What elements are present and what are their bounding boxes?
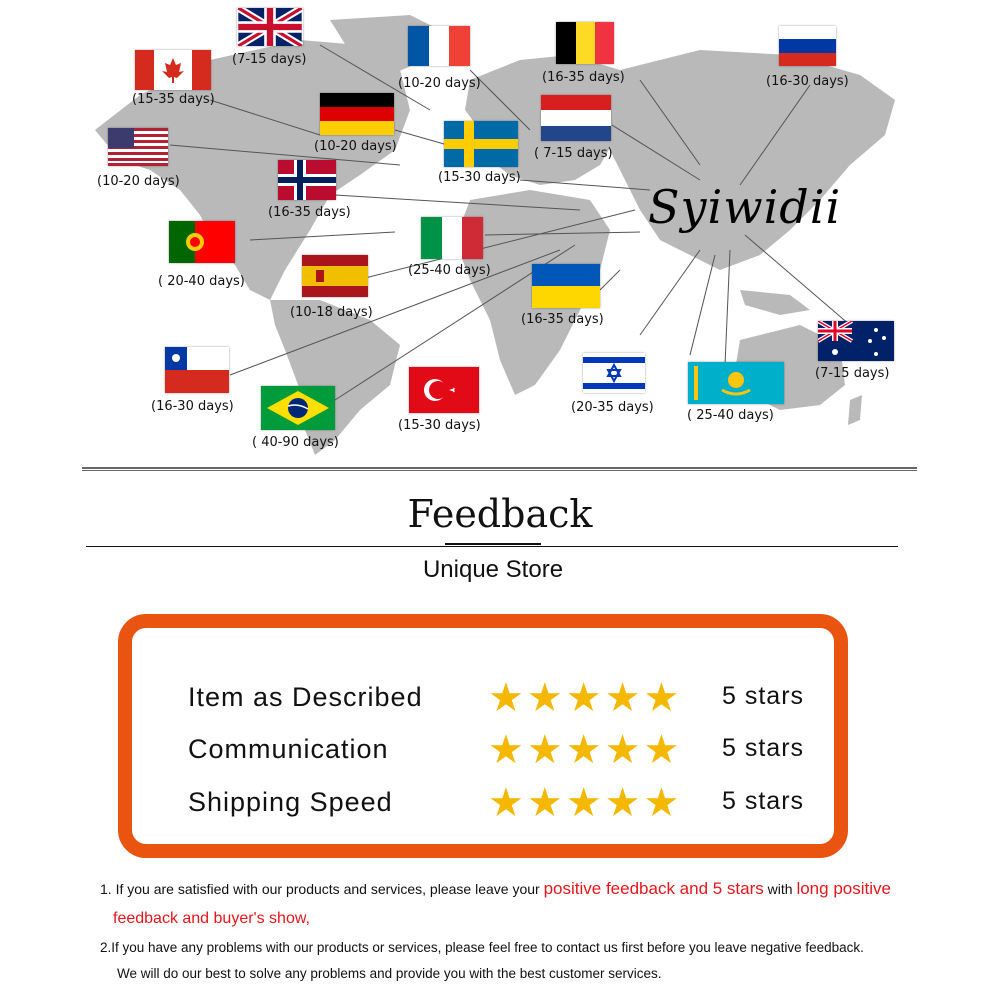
days-label-usa: (10-20 days) [97, 174, 180, 189]
flag-germany [320, 93, 394, 135]
flag-france [408, 26, 470, 66]
brand-name: Syiwidii [648, 180, 842, 234]
flag-sweden [444, 121, 518, 167]
rating-label: Shipping Speed [188, 787, 393, 817]
flag-chile [165, 347, 229, 393]
flag-israel [583, 353, 645, 393]
days-label-germany: (10-20 days) [314, 139, 397, 154]
flag-ukraine [532, 264, 600, 308]
flag-italy [421, 217, 483, 259]
star-rating-icons: ★★★★★ [488, 728, 683, 772]
flag-kazakhstan [688, 362, 784, 404]
days-label-australia: (7-15 days) [815, 366, 890, 381]
days-label-kazakhstan: ( 25-40 days) [687, 408, 774, 423]
shipping-map [0, 0, 1000, 470]
rating-row-item-described [188, 678, 828, 718]
days-label-norway: (16-35 days) [268, 205, 351, 220]
flag-belgium [556, 22, 614, 64]
days-label-canada: (15-35 days) [132, 92, 215, 107]
rating-count: 5 stars [722, 787, 805, 815]
flag-turkey [409, 367, 479, 413]
days-label-sweden: (15-30 days) [438, 170, 521, 185]
note-line-3: We will do our best to solve any problems and provide you with the best customer services. [117, 966, 662, 981]
title-underline-accent [445, 543, 541, 545]
flag-australia [818, 321, 894, 361]
flag-canada [135, 50, 211, 90]
days-label-chile: (16-30 days) [151, 399, 234, 414]
note-text: with [763, 881, 797, 897]
star-rating-icons: ★★★★★ [488, 781, 683, 825]
flag-uk [237, 8, 303, 46]
days-label-france: (10-20 days) [398, 76, 481, 91]
rating-count: 5 stars [722, 734, 805, 762]
note-line-2: 2.If you have any problems with our products or services, please feel free to contact us first before you leave negative feedback. [100, 940, 864, 955]
note-line-1b: feedback and buyer's show, [113, 910, 310, 927]
flag-usa [108, 128, 168, 166]
days-label-spain: (10-18 days) [290, 305, 373, 320]
note-line-1 [100, 879, 891, 899]
days-label-ukraine: (16-35 days) [521, 312, 604, 327]
flag-spain [302, 255, 368, 297]
title-underline [86, 546, 898, 547]
flag-brazil [261, 386, 335, 430]
flag-russia [779, 26, 836, 66]
flag-portugal [169, 221, 235, 263]
flag-norway [278, 160, 336, 200]
flag-netherlands [541, 95, 611, 141]
days-label-israel: (20-35 days) [571, 400, 654, 415]
rating-label: Item as Described [188, 682, 423, 712]
days-label-netherlands: ( 7-15 days) [534, 146, 613, 161]
rating-box [118, 614, 848, 858]
days-label-brazil: ( 40-90 days) [252, 435, 339, 450]
days-label-italy: (25-40 days) [408, 263, 491, 278]
note-text: 1. If you are satisfied with our products and services, please leave your [100, 881, 544, 897]
rating-row-shipping-speed [188, 783, 828, 823]
days-label-russia: (16-30 days) [766, 74, 849, 89]
feedback-title: Feedback [407, 492, 593, 536]
note-highlight: long positive [796, 879, 891, 898]
section-divider-thin [82, 470, 917, 471]
days-label-turkey: (15-30 days) [398, 418, 481, 433]
days-label-uk: (7-15 days) [232, 52, 307, 67]
store-name: Unique Store [422, 556, 564, 583]
rating-row-communication [188, 730, 828, 770]
note-highlight: positive feedback and 5 stars [543, 879, 764, 898]
star-rating-icons: ★★★★★ [488, 676, 683, 720]
days-label-belgium: (16-35 days) [542, 70, 625, 85]
rating-count: 5 stars [722, 682, 805, 710]
days-label-portugal: ( 20-40 days) [158, 274, 245, 289]
rating-label: Communication [188, 734, 389, 764]
section-divider [82, 467, 917, 469]
